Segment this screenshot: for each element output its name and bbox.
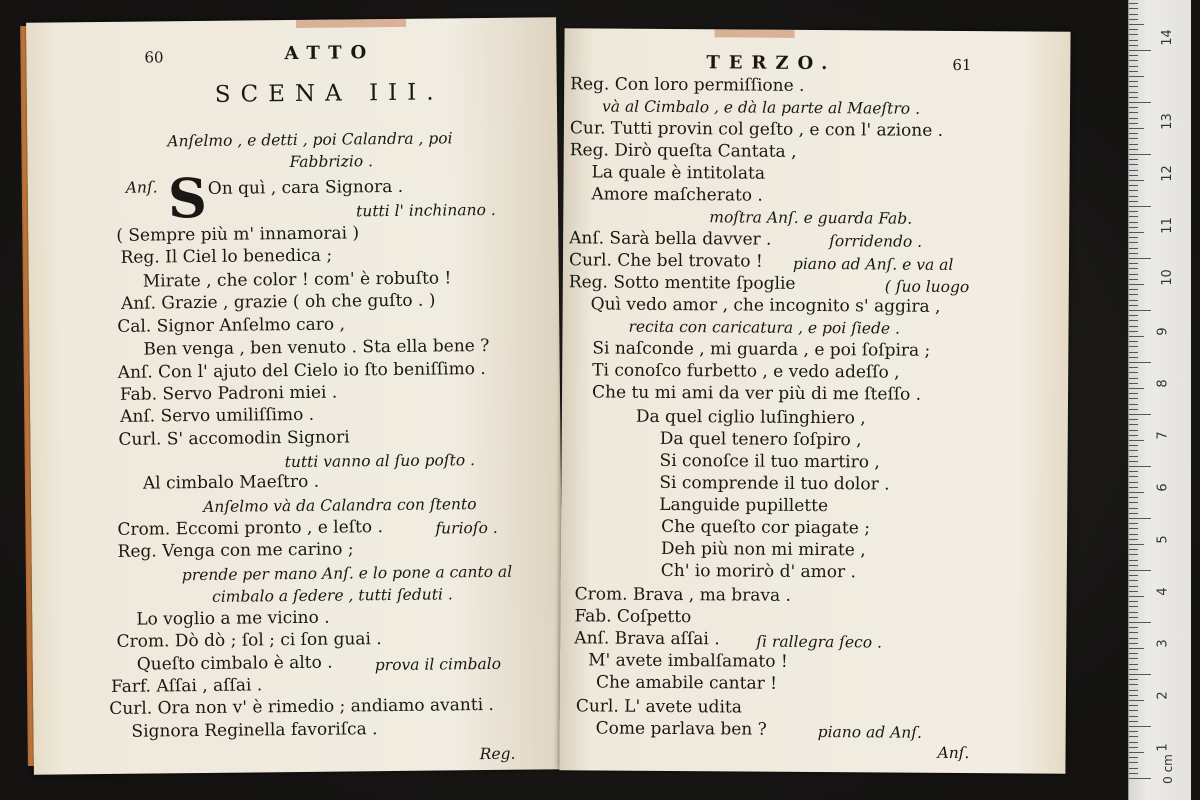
ruler-tick xyxy=(1129,534,1138,535)
text-line: Amore maſcherato . xyxy=(591,184,763,206)
ruler-tick xyxy=(1129,398,1138,399)
ruler-label: 2 xyxy=(1155,691,1171,700)
aria-line: Languide pupillette xyxy=(659,494,829,517)
ruler-tick xyxy=(1129,128,1144,129)
ruler-tick xyxy=(1129,638,1138,639)
ruler-tick xyxy=(1129,430,1138,431)
stage-direction: cimbalo a ſedere , tutti ſeduti . xyxy=(212,585,453,606)
ruler-tick xyxy=(1129,237,1138,238)
ruler-tick xyxy=(1129,362,1151,363)
text-line: Fab. Servo Padroni miei . xyxy=(119,382,338,405)
ruler-tick xyxy=(1129,97,1138,98)
text-line: Come parlava ben ? xyxy=(595,718,767,740)
ruler-tick xyxy=(1129,456,1138,457)
ruler-tick xyxy=(1129,60,1138,61)
ruler-tick xyxy=(1129,175,1138,176)
ruler-tick xyxy=(1129,3,1138,4)
page-number-left: 60 xyxy=(144,48,164,67)
ruler-tick xyxy=(1129,378,1138,379)
ruler-label: 6 xyxy=(1155,483,1171,492)
ruler-tick xyxy=(1129,586,1138,587)
left-page xyxy=(26,17,564,775)
ruler-tick xyxy=(1129,144,1138,145)
text-line: Che tu mi ami da ver più di me ſteſſo . xyxy=(591,382,922,405)
ruler-tick xyxy=(1129,81,1138,82)
ruler-tick xyxy=(1129,45,1138,46)
ruler-tick xyxy=(1129,310,1151,311)
stage-direction: tutti l' inchinano . xyxy=(355,200,496,221)
text-line: Si naſconde , mi guarda , e poi ſoſpira ; xyxy=(592,338,931,361)
text-line: On quì , cara Signora . xyxy=(207,176,404,199)
ruler-tick xyxy=(1129,388,1144,389)
ruler-tick xyxy=(1129,419,1138,420)
ruler-label: 10 xyxy=(1159,269,1175,286)
ruler-tick xyxy=(1129,284,1144,285)
ruler-tick xyxy=(1129,575,1138,576)
ruler-tick xyxy=(1129,476,1138,477)
ruler-tick xyxy=(1129,778,1151,779)
ruler-tick xyxy=(1129,768,1138,769)
stage-direction: tutti vanno al ſuo poſto . xyxy=(284,451,476,472)
ruler-tick xyxy=(1129,66,1138,67)
ruler-tick xyxy=(1129,112,1138,113)
text-line: Signora Reginella favoriſca . xyxy=(131,719,378,742)
ruler-tick xyxy=(1129,757,1138,758)
text-line: Crom. Eccomi pronto , e leſto . xyxy=(117,517,384,540)
text-line: Ti conoſco furbetto , e vedo adeſſo , xyxy=(592,360,900,383)
ruler-tick xyxy=(1129,170,1138,171)
aria-line: Che queſto cor piagate ; xyxy=(661,516,871,539)
stage-direction: ( ſuo luogo xyxy=(884,277,970,297)
stage-direction: moſtra Anſ. e guarda Fab. xyxy=(709,208,913,228)
stage-direction: recita con caricatura , e poi ſiede . xyxy=(628,317,901,338)
ruler-tick xyxy=(1129,716,1138,717)
stage-direction: Fabbrizio . xyxy=(289,152,374,172)
text-line: Anſ. Sarà bella davver . xyxy=(569,228,772,250)
ruler-tick xyxy=(1129,674,1151,675)
ruler-tick xyxy=(1129,669,1138,670)
ruler-label: 1 xyxy=(1155,743,1171,752)
right-page xyxy=(559,28,1070,774)
ruler-tick xyxy=(1129,315,1138,316)
ruler-tick xyxy=(1129,76,1144,77)
ruler-tick xyxy=(1129,617,1138,618)
ruler-tick xyxy=(1129,565,1138,566)
ruler-tick xyxy=(1129,762,1138,763)
ruler-tick xyxy=(1129,539,1138,540)
ruler-tick xyxy=(1129,206,1151,207)
aria-line: Da quel ciglio luſinghiero , xyxy=(635,406,866,429)
ruler-tick xyxy=(1129,383,1138,384)
ruler-tick xyxy=(1129,679,1138,680)
ruler-tick xyxy=(1129,232,1144,233)
text-line: Al cimbalo Maeſtro . xyxy=(142,471,320,494)
ruler-tick xyxy=(1129,632,1138,633)
ruler-label: 13 xyxy=(1159,113,1175,130)
aria-line: Da quel tenero ſoſpiro , xyxy=(659,428,862,451)
text-line: Cal. Signor Anſelmo caro , xyxy=(117,314,346,337)
text-line: Reg. Sotto mentite ſpoglie xyxy=(568,272,796,294)
ruler-tick xyxy=(1129,8,1138,9)
ruler-tick xyxy=(1129,216,1138,217)
ruler-tick xyxy=(1129,55,1138,56)
text-line: Reg. Venga con me carino ; xyxy=(117,539,354,562)
ruler-label: 14 xyxy=(1159,29,1175,46)
ruler-tick xyxy=(1129,159,1138,160)
text-line: ( Sempre più m' innamorai ) xyxy=(116,223,360,246)
ruler-tick xyxy=(1129,24,1144,25)
ruler-tick xyxy=(1129,138,1138,139)
drop-cap: S xyxy=(167,165,208,231)
ruler-tick xyxy=(1129,471,1138,472)
ruler-tick xyxy=(1129,752,1144,753)
ruler-tick xyxy=(1129,596,1144,597)
ruler-label: 5 xyxy=(1155,535,1171,544)
ruler-tick xyxy=(1129,487,1138,488)
ruler-tick xyxy=(1129,274,1138,275)
ruler-tick xyxy=(1129,570,1151,571)
stage-direction: Anſelmo , e detti , poi Calandra , poi xyxy=(167,129,453,151)
ruler-tick xyxy=(1129,357,1138,358)
ruler-tick xyxy=(1129,461,1138,462)
ruler-tick xyxy=(1129,331,1138,332)
red-stain xyxy=(296,19,406,28)
ruler-tick xyxy=(1129,695,1138,696)
ruler-tick xyxy=(1129,513,1138,514)
aria-line: Ch' io morirò d' amor . xyxy=(660,560,857,583)
ruler-tick xyxy=(1129,497,1138,498)
ruler-label: 11 xyxy=(1159,217,1175,234)
ruler-tick xyxy=(1129,747,1138,748)
ruler-label: 3 xyxy=(1155,639,1171,648)
ruler-tick xyxy=(1129,684,1138,685)
text-line: Curl. Ora non v' è rimedio ; andiamo avanti . xyxy=(109,694,495,719)
ruler-tick xyxy=(1129,294,1138,295)
text-line: Che amabile cantar ! xyxy=(595,672,778,694)
text-line: Anſ. Con l' ajuto del Cielo io ſto beniſſimo . xyxy=(117,359,486,383)
text-line: Reg. Il Ciel lo benedica ; xyxy=(120,245,333,268)
ruler-tick xyxy=(1129,341,1138,342)
ruler-tick xyxy=(1129,154,1151,155)
ruler-tick xyxy=(1129,554,1138,555)
ruler-tick xyxy=(1129,19,1138,20)
ruler-tick xyxy=(1129,549,1138,550)
ruler-tick xyxy=(1129,14,1138,15)
ruler-tick xyxy=(1129,690,1138,691)
ruler-tick xyxy=(1129,773,1138,774)
ruler-tick xyxy=(1129,211,1138,212)
ruler-tick xyxy=(1129,300,1138,301)
ruler-tick xyxy=(1129,560,1138,561)
ruler-tick xyxy=(1129,123,1138,124)
text-line: Crom. Dò dò ; ſol ; ci ſon guai . xyxy=(116,629,382,652)
ruler-tick xyxy=(1129,320,1138,321)
ruler-tick xyxy=(1129,450,1138,451)
ruler-tick xyxy=(1129,305,1138,306)
ruler-tick xyxy=(1129,248,1138,249)
ruler-label: 9 xyxy=(1155,327,1171,336)
ruler-tick xyxy=(1129,414,1151,415)
ruler-tick xyxy=(1129,508,1138,509)
ruler-tick xyxy=(1129,528,1138,529)
aria-line: Si comprende il tuo dolor . xyxy=(659,472,890,495)
ruler-tick xyxy=(1129,518,1151,519)
ruler-tick xyxy=(1129,492,1144,493)
ruler-tick xyxy=(1129,409,1138,410)
ruler-tick xyxy=(1129,196,1138,197)
ruler-tick xyxy=(1129,190,1138,191)
ruler-tick xyxy=(1129,606,1138,607)
stage-direction: ſi rallegra ſeco . xyxy=(756,632,883,652)
stage-direction: piano ad Anſ. xyxy=(817,723,923,742)
ruler-tick xyxy=(1129,601,1138,602)
stage-direction: furioſo . xyxy=(435,518,498,538)
ruler-tick xyxy=(1129,352,1138,353)
ruler-tick xyxy=(1129,201,1138,202)
ruler-tick xyxy=(1129,367,1138,368)
text-line: Anſ. Grazie , grazie ( oh che guſto . ) xyxy=(120,290,436,314)
ruler-tick xyxy=(1129,643,1138,644)
red-stain xyxy=(715,29,795,38)
ruler-tick xyxy=(1129,721,1138,722)
ruler-tick xyxy=(1129,627,1138,628)
ruler-tick xyxy=(1129,118,1138,119)
ruler-tick xyxy=(1129,700,1144,701)
ruler-tick xyxy=(1129,258,1151,259)
stage-direction: và al Cimbalo , e dà la parte al Maeſtro . xyxy=(601,97,921,118)
page-number-right: 61 xyxy=(952,55,972,75)
stage-direction: prova il cimbalo xyxy=(374,654,502,675)
ruler-tick xyxy=(1129,653,1138,654)
text-line: Fab. Coſpetto xyxy=(574,606,692,628)
ruler-tick xyxy=(1129,326,1138,327)
stage-direction: Anſelmo và da Calandra con ſtento xyxy=(203,495,477,516)
speaker-label: Anſ. xyxy=(125,178,158,197)
ruler-tick xyxy=(1129,180,1144,181)
ruler-tick xyxy=(1129,268,1138,269)
stage-direction: piano ad Anſ. e va al xyxy=(792,254,954,274)
ruler-tick xyxy=(1129,445,1138,446)
ruler-tick xyxy=(1129,372,1138,373)
ruler-unit-label: 0 cm xyxy=(1160,754,1175,784)
ruler-tick xyxy=(1129,664,1138,665)
ruler-tick xyxy=(1129,34,1138,35)
ruler-tick xyxy=(1129,227,1138,228)
ruler-tick xyxy=(1129,92,1138,93)
text-line: Farf. Aſſai , aſſai . xyxy=(110,675,263,697)
ruler-tick xyxy=(1129,580,1138,581)
text-line: Curl. Che bel trovato ! xyxy=(568,250,763,272)
ruler-label: 8 xyxy=(1155,379,1171,388)
text-line: Anſ. Brava aſſai . xyxy=(574,628,720,650)
text-line: Queſto cimbalo è alto . xyxy=(136,652,333,675)
ruler-tick xyxy=(1129,466,1151,467)
ruler-tick xyxy=(1129,591,1138,592)
ruler-tick xyxy=(1129,185,1138,186)
ruler-tick xyxy=(1129,336,1144,337)
ruler-tick xyxy=(1129,149,1138,150)
stage-direction: ſorridendo . xyxy=(829,232,923,251)
ruler-tick xyxy=(1129,502,1138,503)
text-line: Lo voglio a me vicino . xyxy=(136,607,330,630)
ruler-tick xyxy=(1129,440,1144,441)
text-line: La quale è intitolata xyxy=(591,162,766,184)
ruler-tick xyxy=(1129,622,1151,623)
text-line: Mirate , che color ! com' è robuſto ! xyxy=(142,268,452,292)
catchword: Reg. xyxy=(479,744,516,764)
ruler-tick xyxy=(1129,731,1138,732)
ruler-tick xyxy=(1129,50,1151,51)
stage-direction: prende per mano Anſ. e lo pone a canto al xyxy=(181,562,513,585)
text-line: Cur. Tutti provin col geſto , e con l' azione . xyxy=(569,118,944,141)
catchword: Anſ. xyxy=(937,743,970,763)
ruler-tick xyxy=(1129,658,1138,659)
ruler-tick xyxy=(1129,289,1138,290)
text-line: Reg. Dirò queſta Cantata , xyxy=(569,140,797,162)
ruler-tick xyxy=(1129,29,1138,30)
measurement-ruler xyxy=(1128,0,1191,800)
text-line: Curl. L' avete udita xyxy=(575,696,742,718)
aria-line: Si conoſce il tuo martiro , xyxy=(659,450,880,473)
ruler-label: 12 xyxy=(1159,165,1175,182)
ruler-tick xyxy=(1129,86,1138,87)
ruler-tick xyxy=(1129,346,1138,347)
ruler-tick xyxy=(1129,279,1138,280)
ruler-tick xyxy=(1129,164,1138,165)
ruler-tick xyxy=(1129,263,1138,264)
ruler-tick xyxy=(1129,726,1151,727)
ruler-tick xyxy=(1129,435,1138,436)
ruler-tick xyxy=(1129,107,1138,108)
ruler-tick xyxy=(1129,393,1138,394)
ruler-tick xyxy=(1129,242,1138,243)
text-line: Anſ. Servo umiliſſimo . xyxy=(120,404,315,427)
running-head-right: TERZO. xyxy=(706,52,837,75)
scene-title: SCENA III. xyxy=(214,79,444,108)
ruler-label: 4 xyxy=(1155,587,1171,596)
ruler-tick xyxy=(1129,482,1138,483)
ruler-label: 7 xyxy=(1155,431,1171,440)
ruler-tick xyxy=(1129,102,1151,103)
text-line: Quì vedo amor , che incognito s' aggira , xyxy=(590,294,941,317)
text-line: Curl. S' accomodin Signori xyxy=(118,427,350,450)
text-line: Ben venga , ben venuto . Sta ella bene ? xyxy=(143,335,490,360)
text-line: Reg. Con loro permiſſione . xyxy=(570,74,805,96)
ruler-tick xyxy=(1129,705,1138,706)
ruler-tick xyxy=(1129,710,1138,711)
text-line: Crom. Brava , ma brava . xyxy=(574,584,792,606)
ruler-tick xyxy=(1129,404,1138,405)
ruler-tick xyxy=(1129,612,1138,613)
aria-line: Deh più non mi mirate , xyxy=(660,538,866,561)
ruler-tick xyxy=(1129,742,1138,743)
ruler-tick xyxy=(1129,133,1138,134)
ruler-tick xyxy=(1129,40,1138,41)
text-line: M' avete imbalſamato ! xyxy=(588,650,788,672)
ruler-tick xyxy=(1129,253,1138,254)
ruler-tick xyxy=(1129,736,1138,737)
ruler-tick xyxy=(1129,222,1138,223)
ruler-tick xyxy=(1129,523,1138,524)
ruler-tick xyxy=(1129,71,1138,72)
ruler-tick xyxy=(1129,544,1144,545)
ruler-tick xyxy=(1129,424,1138,425)
running-head-left: ATTO xyxy=(284,42,376,65)
ruler-tick xyxy=(1129,648,1144,649)
